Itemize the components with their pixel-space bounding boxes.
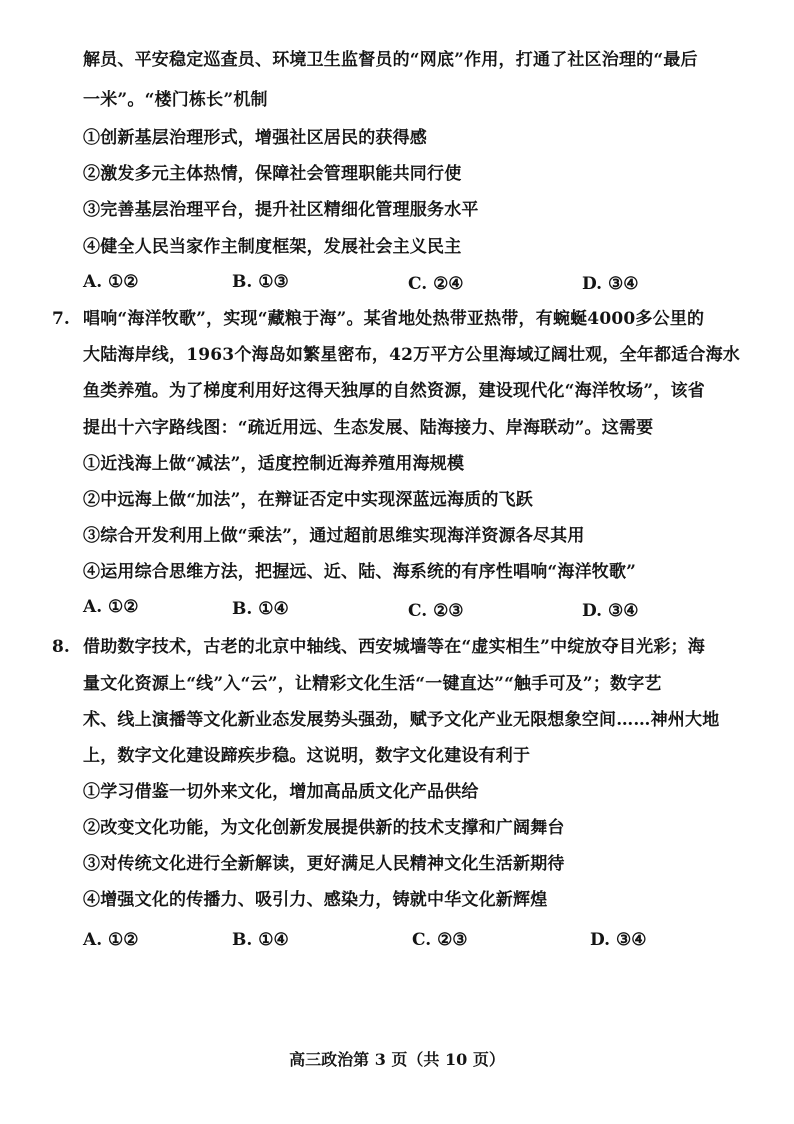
q8-option-2: ②改变文化功能，为文化创新发展提供新的技术支撑和广阔舞台 — [83, 818, 565, 838]
q6-option-2: ②激发多元主体热情，保障社会管理职能共同行使 — [83, 164, 462, 184]
q7-stem-line-2: 大陆海岸线，1963个海岛如繁星密布，42万平方公里海域辽阔壮观，全年都适合海水 — [83, 345, 740, 365]
q6-stem-line-1: 解员、平安稳定巡查员、环境卫生监督员的“网底”作用，打通了社区治理的“最后 — [83, 50, 698, 70]
q7-stem-line-1: 唱响“海洋牧歌”，实现“藏粮于海”。某省地处热带亚热带，有蜿蜒4000多公里的 — [83, 309, 705, 329]
q6-option-1: ①创新基层治理形式，增强社区居民的获得感 — [83, 128, 427, 148]
q8-option-4: ④增强文化的传播力、吸引力、感染力，铸就中华文化新辉煌 — [83, 890, 548, 910]
q8-stem-line-2: 量文化资源上“线”入“云”，让精彩文化生活“一键直达”“触手可及”；数字艺 — [83, 674, 662, 694]
q6-option-4: ④健全人民当家作主制度框架，发展社会主义民主 — [83, 237, 462, 257]
q7-option-1: ①近浅海上做“减法”，适度控制近海养殖用海规模 — [83, 454, 465, 474]
q8-option-1: ①学习借鉴一切外来文化，增加高品质文化产品供给 — [83, 782, 479, 802]
q8-stem-line-1: 借助数字技术，古老的北京中轴线、西安城墙等在“虚实相生”中绽放夺目光彩；海 — [83, 637, 705, 657]
q8-choice-b: B. ①④ — [232, 930, 289, 950]
q6-choice-b: B. ①③ — [232, 272, 289, 292]
q8-choice-d: D. ③④ — [590, 930, 647, 950]
q6-choice-a: A. ①② — [83, 272, 139, 292]
q6-stem-line-2: 一米”。“楼门栋长”机制 — [83, 90, 268, 110]
q7-option-3: ③综合开发利用上做“乘法”，通过超前思维实现海洋资源各尽其用 — [83, 526, 585, 546]
q6-choice-d: D. ③④ — [582, 274, 639, 294]
q8-option-3: ③对传统文化进行全新解读，更好满足人民精神文化生活新期待 — [83, 854, 565, 874]
q7-choice-d: D. ③④ — [582, 601, 639, 621]
q7-choice-b: B. ①④ — [232, 599, 289, 619]
q7-option-4: ④运用综合思维方法，把握远、近、陆、海系统的有序性唱响“海洋牧歌” — [83, 562, 637, 582]
q7-stem-line-4: 提出十六字路线图：“疏近用远、生态发展、陆海接力、岸海联动”。这需要 — [83, 418, 654, 438]
q6-choice-c: C. ②④ — [408, 274, 464, 294]
q7-number: 7. — [52, 309, 70, 329]
q8-choice-a: A. ①② — [83, 930, 139, 950]
q7-option-2: ②中远海上做“加法”，在辩证否定中实现深蓝远海质的飞跃 — [83, 490, 533, 510]
page-footer: 高三政治第 3 页（共 10 页） — [289, 1050, 505, 1069]
q8-choice-c: C. ②③ — [412, 930, 468, 950]
q8-number: 8. — [52, 637, 70, 657]
q7-choice-a: A. ①② — [83, 597, 139, 617]
q7-choice-c: C. ②③ — [408, 601, 464, 621]
q6-option-3: ③完善基层治理平台，提升社区精细化管理服务水平 — [83, 200, 479, 220]
q8-stem-line-4: 上，数字文化建设蹄疾步稳。这说明，数字文化建设有利于 — [83, 746, 531, 766]
q7-stem-line-3: 鱼类养殖。为了梯度利用好这得天独厚的自然资源，建设现代化“海洋牧场”，该省 — [83, 381, 705, 401]
q8-stem-line-3: 术、线上演播等文化新业态发展势头强劲，赋予文化产业无限想象空间……神州大地 — [83, 710, 720, 730]
